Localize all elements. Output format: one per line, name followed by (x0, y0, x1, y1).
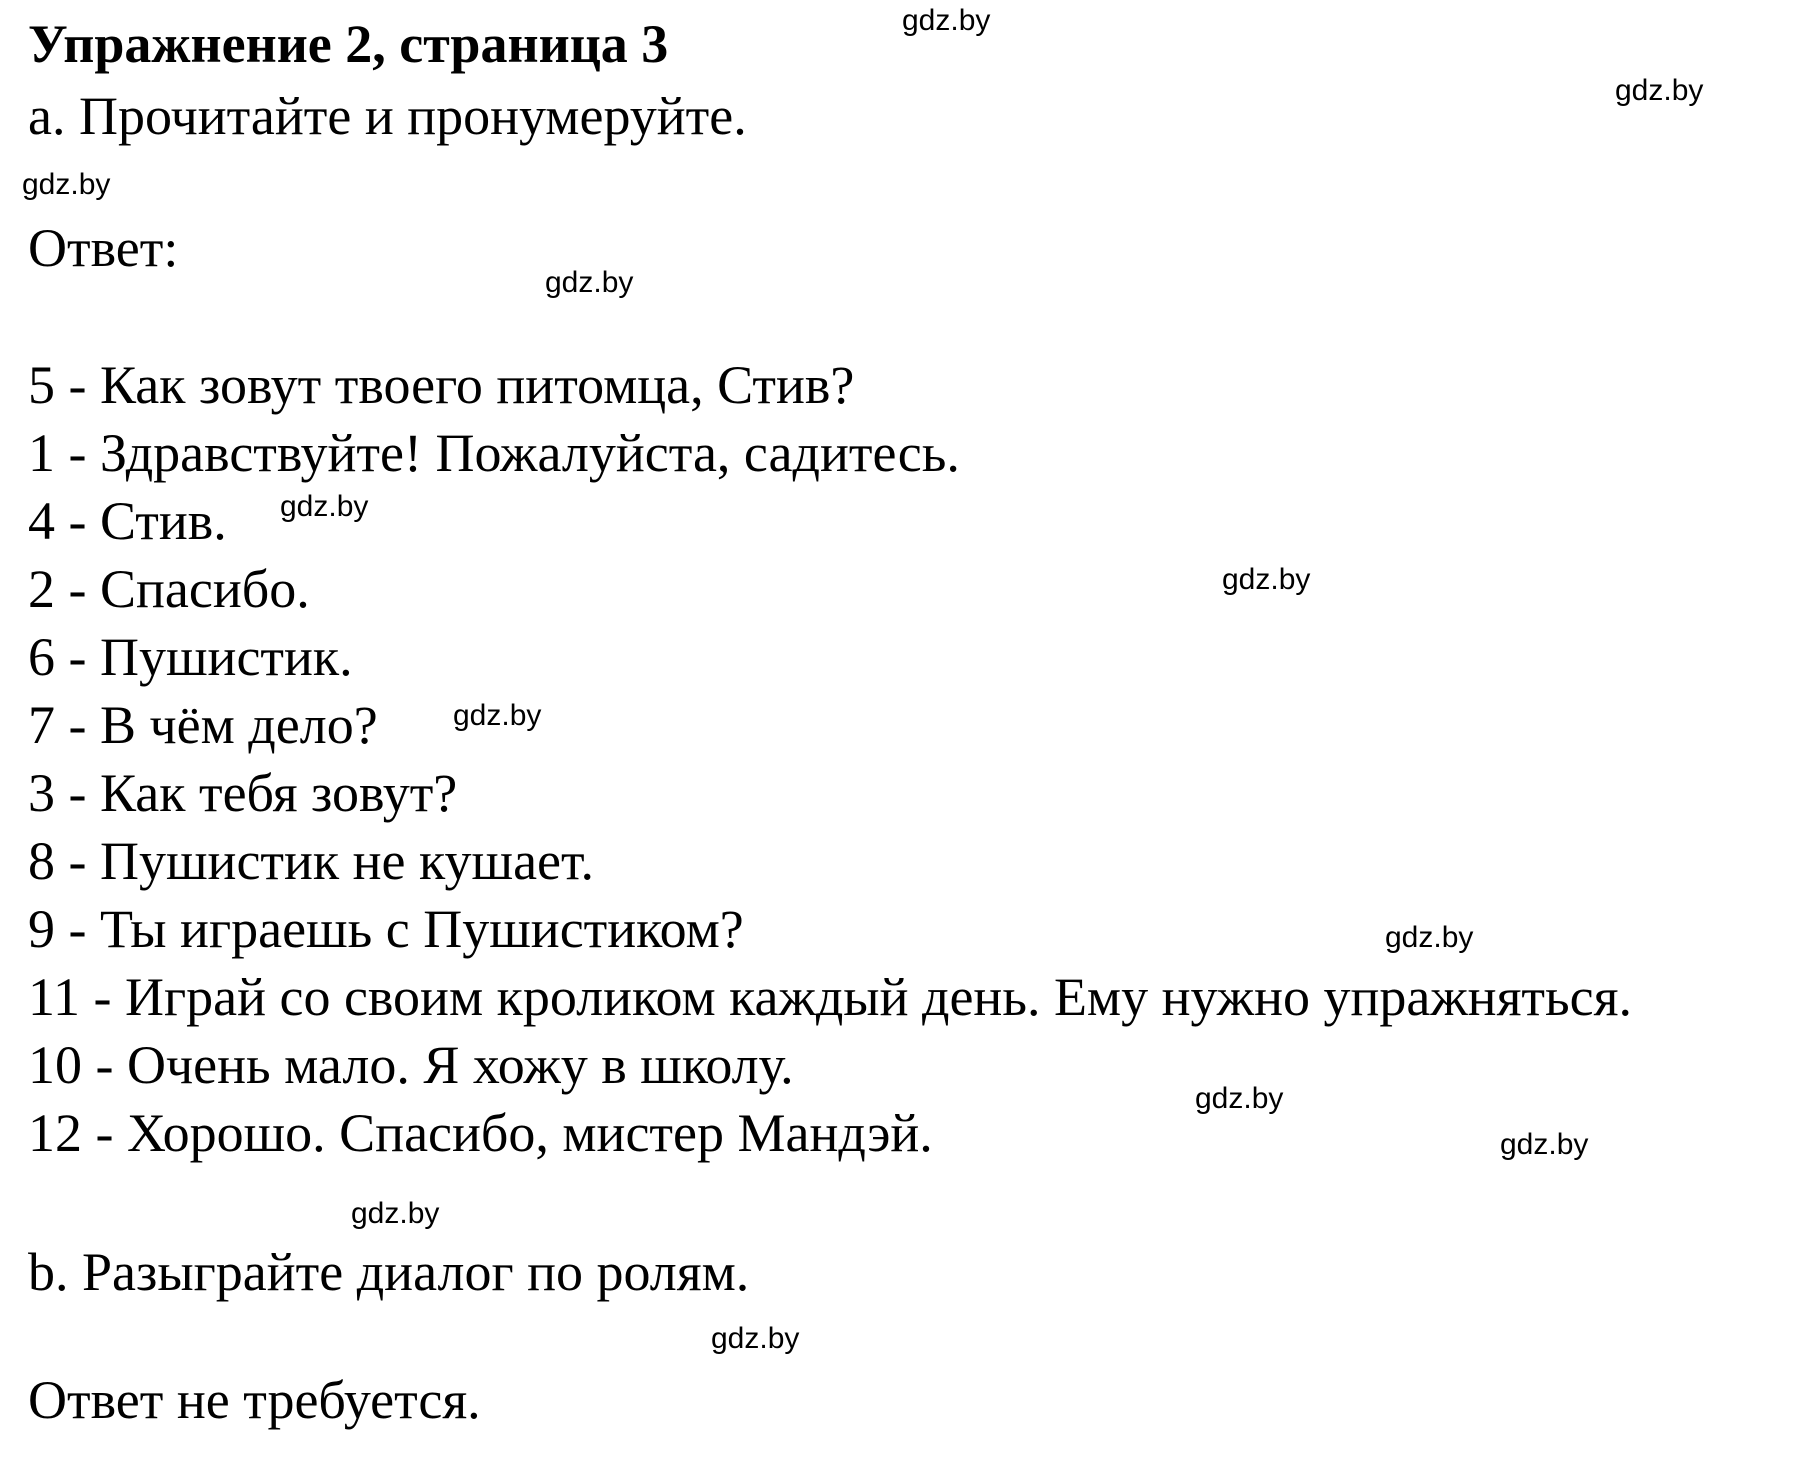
dialogue-line: 4 - Стив. (28, 491, 227, 551)
watermark: gdz.by (1500, 1128, 1589, 1161)
answer-label: Ответ: (28, 218, 179, 278)
dialogue-line: 6 - Пушистик. (28, 627, 353, 687)
watermark: gdz.by (1195, 1082, 1284, 1115)
watermark: gdz.by (902, 4, 991, 37)
answer-b-text: Ответ не требуется. (28, 1370, 481, 1430)
task-a-instruction: a. Прочитайте и пронумеруйте. (28, 86, 747, 146)
dialogue-line: 12 - Хорошо. Спасибо, мистер Мандэй. (28, 1103, 933, 1163)
watermark: gdz.by (280, 490, 369, 523)
watermark: gdz.by (22, 168, 111, 201)
page-title: Упражнение 2, страница 3 (28, 14, 669, 74)
watermark: gdz.by (1222, 563, 1311, 596)
dialogue-line: 8 - Пушистик не кушает. (28, 831, 595, 891)
watermark: gdz.by (545, 266, 634, 299)
watermark: gdz.by (351, 1197, 440, 1230)
dialogue-line: 11 - Играй со своим кроликом каждый день. Ему нужно упражняться. (28, 967, 1632, 1027)
dialogue-line: 2 - Спасибо. (28, 559, 310, 619)
dialogue-line: 9 - Ты играешь с Пушистиком? (28, 899, 744, 959)
watermark: gdz.by (453, 699, 542, 732)
watermark: gdz.by (1615, 74, 1704, 107)
task-b-instruction: b. Разыграйте диалог по ролям. (28, 1242, 750, 1302)
dialogue-line: 1 - Здравствуйте! Пожалуйста, садитесь. (28, 423, 960, 483)
dialogue-line: 7 - В чём дело? (28, 695, 378, 755)
watermark: gdz.by (1385, 921, 1474, 954)
dialogue-line: 3 - Как тебя зовут? (28, 763, 458, 823)
dialogue-line: 10 - Очень мало. Я хожу в школу. (28, 1035, 794, 1095)
watermark: gdz.by (711, 1322, 800, 1355)
dialogue-line: 5 - Как зовут твоего питомца, Стив? (28, 355, 855, 415)
